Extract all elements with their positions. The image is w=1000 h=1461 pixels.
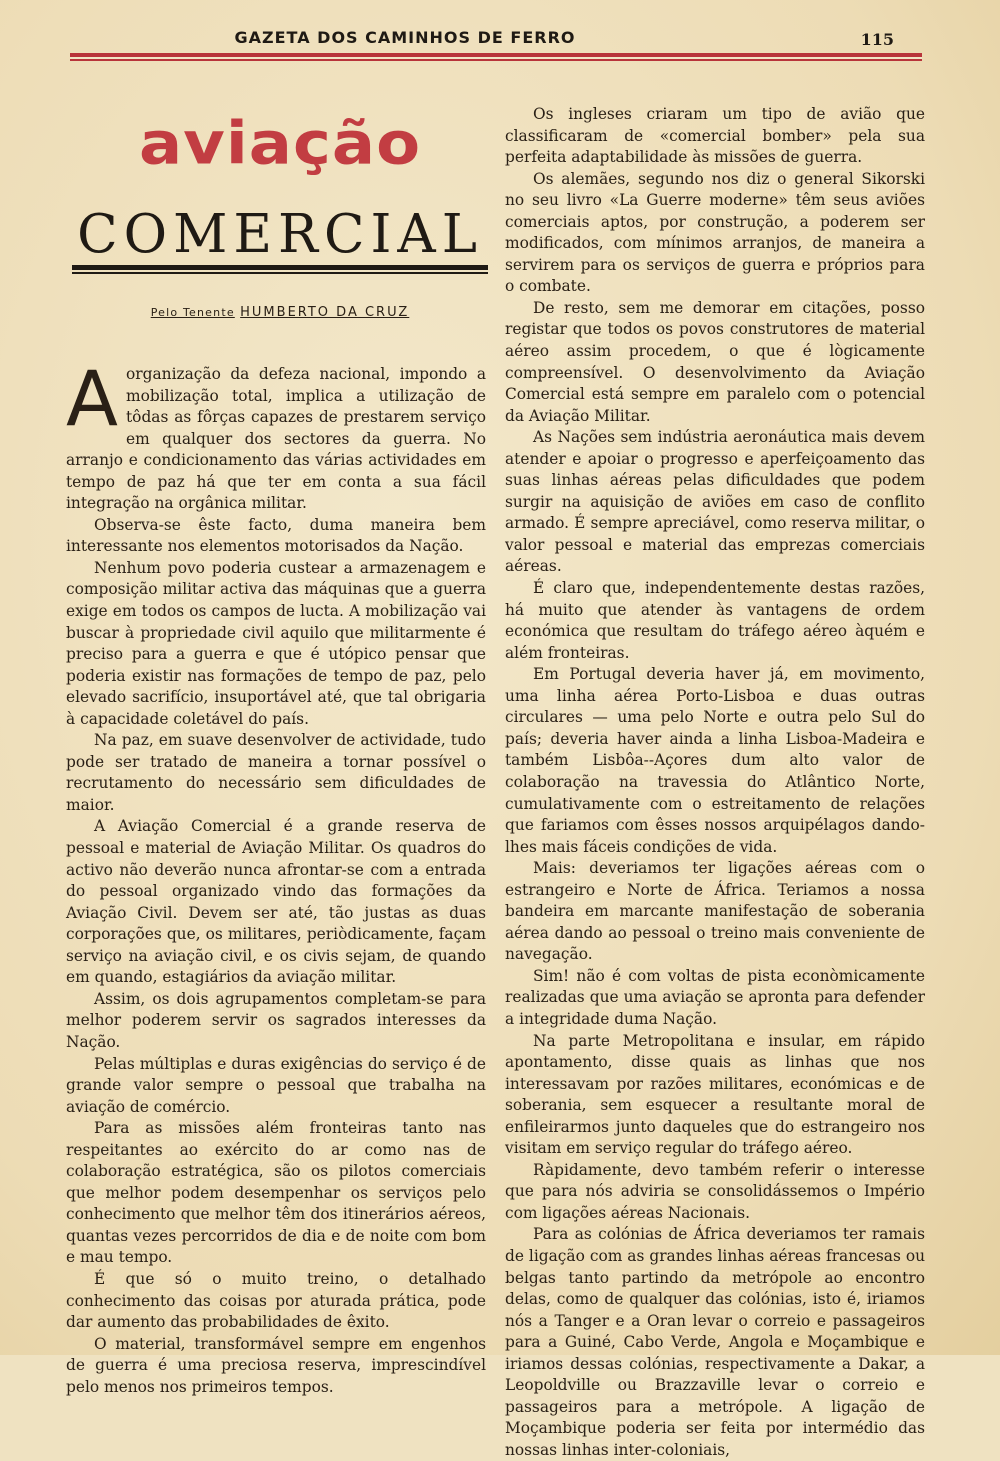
title-rule-thin [72,272,488,274]
right-paragraph: Ràpidamente, devo também referir o interesse que para nós adviria se consolidássemos o Império com ligações aéreas Nacionais. [505,1160,925,1222]
page-header [70,26,922,52]
right-paragraph: Os alemães, segundo nos diz o general Sikorski no seu livro «La Guerre moderne» têm seus aviões comerciais aptos, por construção, a poderem ser modificados, com mínimos arranjos, de maneira a servirem para os serviços de guerra e próprios para o combate. [505,169,925,296]
publication-title: GAZETA DOS CAMINHOS DE FERRO [234,28,576,47]
byline [110,305,450,320]
left-paragraph: Para as missões além fronteiras tanto nas respeitantes ao exército do ar como nas de colaboração estratégica, são os pilotos comerciais que melhor podem desempenhar os serviços pelo conhecimento que melhor têm dos itinerários aéreos, quantas vezes percorridos de dia e de noite com bom e mau tempo. [66,1119,486,1267]
left-paragraph: Observa-se êste facto, duma maneira bem interessante nos elementos motorisados da Nação. [66,515,486,556]
header-rule-gap [70,57,922,59]
right-paragraph: Mais: deveriamos ter ligações aéreas com o estrangeiro e Norte de África. Teriamos a nossa bandeira em marcante manifestação de soberania aérea dando ao pessoal o treino mais conveniente de navegação. [505,859,925,964]
left-paragraph: É que só o muito treino, o detalhado conhecimento das coisas por aturada prática, pode dar aumento das probabilidades de êxito. [66,1269,486,1332]
left-paragraph: Na paz, em suave desenvolver de actividade, tudo pode ser tratado de maneira a tornar possível o recrutamento do necessário sem dificuldades de maior. [66,731,486,814]
first-paragraph [66,354,486,515]
right-paragraph: É claro que, independentemente destas razões, há muito que atender às vantagens de ordem económica que resultam do tráfego aéreo àquém e além fronteiras. [505,579,925,662]
right-column [505,104,925,1461]
left-paragraph: Assim, os dois agrupamentos completam-se para melhor poderem servir os sagrados interesses da Nação. [66,989,486,1051]
right-paragraph: Os ingleses criaram um tipo de avião que classificaram de «comercial bomber» pela sua perfeita adaptabilidade às missões de guerra. [505,105,925,167]
right-paragraph: Em Portugal deveria haver já, em movimento, uma linha aérea Porto-Lisboa e duas outras circulares — uma pelo Norte e outra pelo Sul do país; deveria haver ainda a linha Lisboa-Madeira e também Lisbôa--Açores dum alto valor de colaboração na travessia do Atlântico Norte, cumulativamente com o estreitamento de relações que fariamos com êsses nossos arquipélagos dando-lhes mais fáceis condições de vida. [505,665,925,856]
left-paragraph: Pelas múltiplas e duras exigências do serviço é de grande valor sempre o pessoal que trabalha na aviação de comércio. [66,1054,486,1116]
right-paragraph: Para as colónias de África deveriamos ter ramais de ligação com as grandes linhas aéreas francesas ou belgas tanto partindo da metrópole ao encontro delas, como de qualquer das colónias, isto é, iriamos nós a Tanger e a Oran levar o correio e passageiros para a Guiné, Cabo Verde, Angola e Moçambique e iriamos dessas colónias, respectivamente a Dakar, a Leopoldville ou Brazzaville levar o correio e passageiros para a metrópole. A ligação de Moçambique poderia ser feita por intermédio das nossas linhas inter-coloniais, [505,1225,925,1459]
left-paragraph: A Aviação Comercial é a grande reserva de pessoal e material de Aviação Militar. Os quadros do activo não deverão nunca afrontar-se com a entrada do pessoal organizado vindo das formações da Aviação Civil. Devem ser até, tão justas as duas corporações que, os militares, periòdicamente, façam serviço na aviação civil, e os civis sejam, de quando em quando, estagiários da aviação militar. [66,817,486,987]
byline-author: HUMBERTO DA CRUZ [240,305,410,320]
right-paragraph: De resto, sem me demorar em citações, posso registar que todos os povos construtores de material aéreo assim procedem, o que é lògicamente compreensível. O desenvolvimento da Aviação Comercial está sempre em paralelo com o potencial da Aviação Militar. [505,298,925,425]
left-column [66,354,486,1398]
left-paragraph: Nenhum povo poderia custear a armazenagem e composição militar activa das máquinas que a guerra exige em todos os campos de lucta. A mobilização vai buscar à propriedade civil aquilo que militarmente é preciso para a guerra e que é utópico pensar que poderia existir nas formações de tempo de paz, pelo elevado sacrifício, insuportável até, que tal obrigaria à capacidade coletável do país. [66,558,486,728]
drop-cap: A [66,354,118,443]
article-title-comercial: COMERCIAL [77,204,483,265]
article-title-aviacao: aviação [138,109,422,179]
byline-prefix: Pelo Tenente [150,306,235,319]
title-rule-thick [72,265,488,270]
first-paragraph-text: organização da defeza nacional, impondo a mobilização total, implica a utilização de tôdas as fôrças capazes de prestarem serviço em qualquer dos sectores da guerra. No arranjo e condicionamento das várias actividades em tempo de paz há que ter em conta a sua fácil integração na orgânica militar. [66,365,486,513]
right-paragraph: Sim! não é com voltas de pista econòmicamente realizadas que uma aviação se apronta para defender a integridade duma Nação. [505,966,925,1028]
right-paragraph: Na parte Metropolitana e insular, em rápido apontamento, disse quais as linhas que nos interessavam por razões militares, económicas e de soberania, sem esquecer a resultante moral de enfileirarmos junto daqueles que do estrangeiro nos visitam em serviço regular do tráfego aéreo. [505,1031,925,1158]
left-paragraph: O material, transformável sempre em engenhos de guerra é uma preciosa reserva, imprescindível pelo menos nos primeiros tempos. [66,1334,486,1396]
right-paragraph: As Nações sem indústria aeronáutica mais devem atender e apoiar o progresso e aperfeiçoamento das suas linhas aéreas pelas dificuldades que podem surgir na aquisição de aviões em caso de conflito armado. É sempre apreciável, como reserva militar, o valor pessoal e material das emprezas comerciais aéreas. [505,428,925,576]
page-number: 115 [860,30,894,49]
